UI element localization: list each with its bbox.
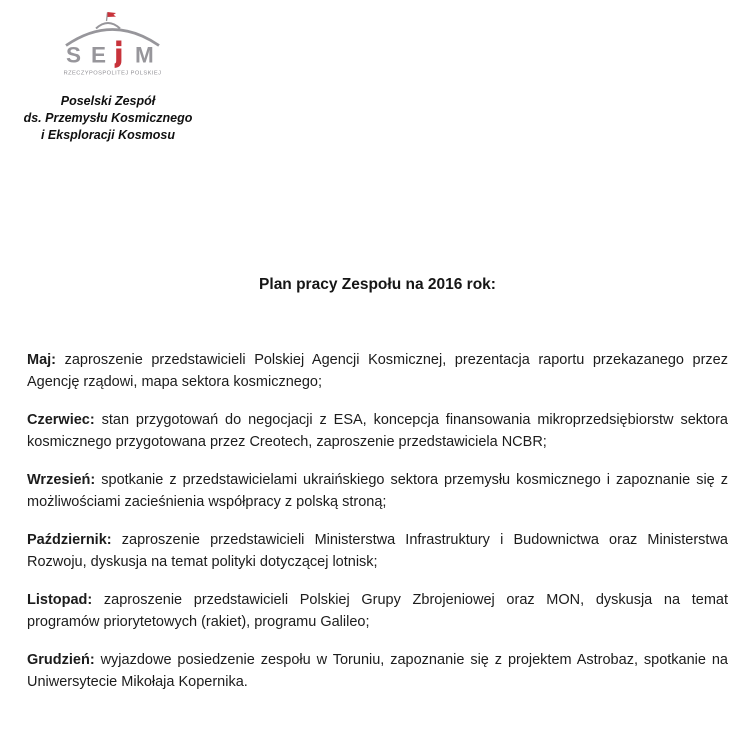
org-name-line3: i Eksploracji Kosmosu bbox=[40, 128, 176, 142]
month-label-pazdziernik: Październik: bbox=[27, 532, 112, 548]
sejm-letter-j-icon bbox=[115, 41, 122, 68]
month-label-grudzien: Grudzień: bbox=[27, 652, 95, 668]
plan-item-maj bbox=[27, 349, 728, 393]
month-text-listopad: zaproszenie przedstawicieli Polskiej Grupy Zbrojeniowej oraz MON, dyskusja na temat programów priorytetowych (rakiet), programu Galileo; bbox=[27, 592, 728, 630]
plan-item-czerwiec bbox=[27, 409, 728, 453]
sejm-letter-m: M bbox=[135, 42, 154, 68]
logo-caption: RZECZYPOSPOLITEJ POLSKIEJ bbox=[64, 70, 161, 77]
plan-item-wrzesien bbox=[27, 469, 728, 513]
org-name-line1: Poselski Zespół bbox=[60, 94, 156, 108]
org-name-line2: ds. Przemysłu Kosmicznego bbox=[23, 111, 193, 125]
plan-item-grudzien bbox=[27, 649, 728, 693]
month-label-czerwiec: Czerwiec: bbox=[27, 412, 95, 428]
plan-list bbox=[27, 349, 728, 709]
month-text-czerwiec: stan przygotowań do negocjacji z ESA, koncepcja finansowania mikroprzedsiębiorstw sektora kosmicznego przygotowana przez Creotech, zaproszenie przedstawiciela NCBR; bbox=[27, 412, 728, 450]
month-text-grudzien: wyjazdowe posiedzenie zespołu w Toruniu, zapoznanie się z projektem Astrobaz, spotkanie na Uniwersytecie Mikołaja Kopernika. bbox=[27, 652, 728, 690]
document-title: Plan pracy Zespołu na 2016 rok: bbox=[259, 276, 496, 293]
sejm-letter-e: E bbox=[91, 42, 107, 68]
month-text-wrzesien: spotkanie z przedstawicielami ukraińskiego sektora przemysłu kosmicznego i zapoznanie się z możliwościami zacieśnienia współpracy z polską stroną; bbox=[27, 472, 728, 510]
plan-item-pazdziernik bbox=[27, 529, 728, 573]
month-text-pazdziernik: zaproszenie przedstawicieli Ministerstwa Infrastruktury i Budownictwa oraz Ministerstwa Rozwoju, dyskusja na temat polityki dotyczącej lotnisk; bbox=[27, 532, 728, 570]
sejm-logo bbox=[64, 11, 161, 78]
sejm-letter-s: S bbox=[66, 42, 82, 68]
month-label-listopad: Listopad: bbox=[27, 592, 93, 608]
org-name-block bbox=[10, 93, 206, 144]
flag-icon bbox=[108, 12, 117, 17]
month-label-wrzesien: Wrzesień: bbox=[27, 472, 96, 488]
plan-item-listopad bbox=[27, 589, 728, 633]
month-label-maj: Maj: bbox=[27, 352, 56, 368]
cupola-icon bbox=[96, 23, 120, 29]
month-text-maj: zaproszenie przedstawicieli Polskiej Agencji Kosmicznej, prezentacja raportu przekazanego przez Agencję rządowi, mapa sektora kosmicznego; bbox=[27, 352, 728, 390]
flag-pole-icon bbox=[107, 13, 108, 22]
